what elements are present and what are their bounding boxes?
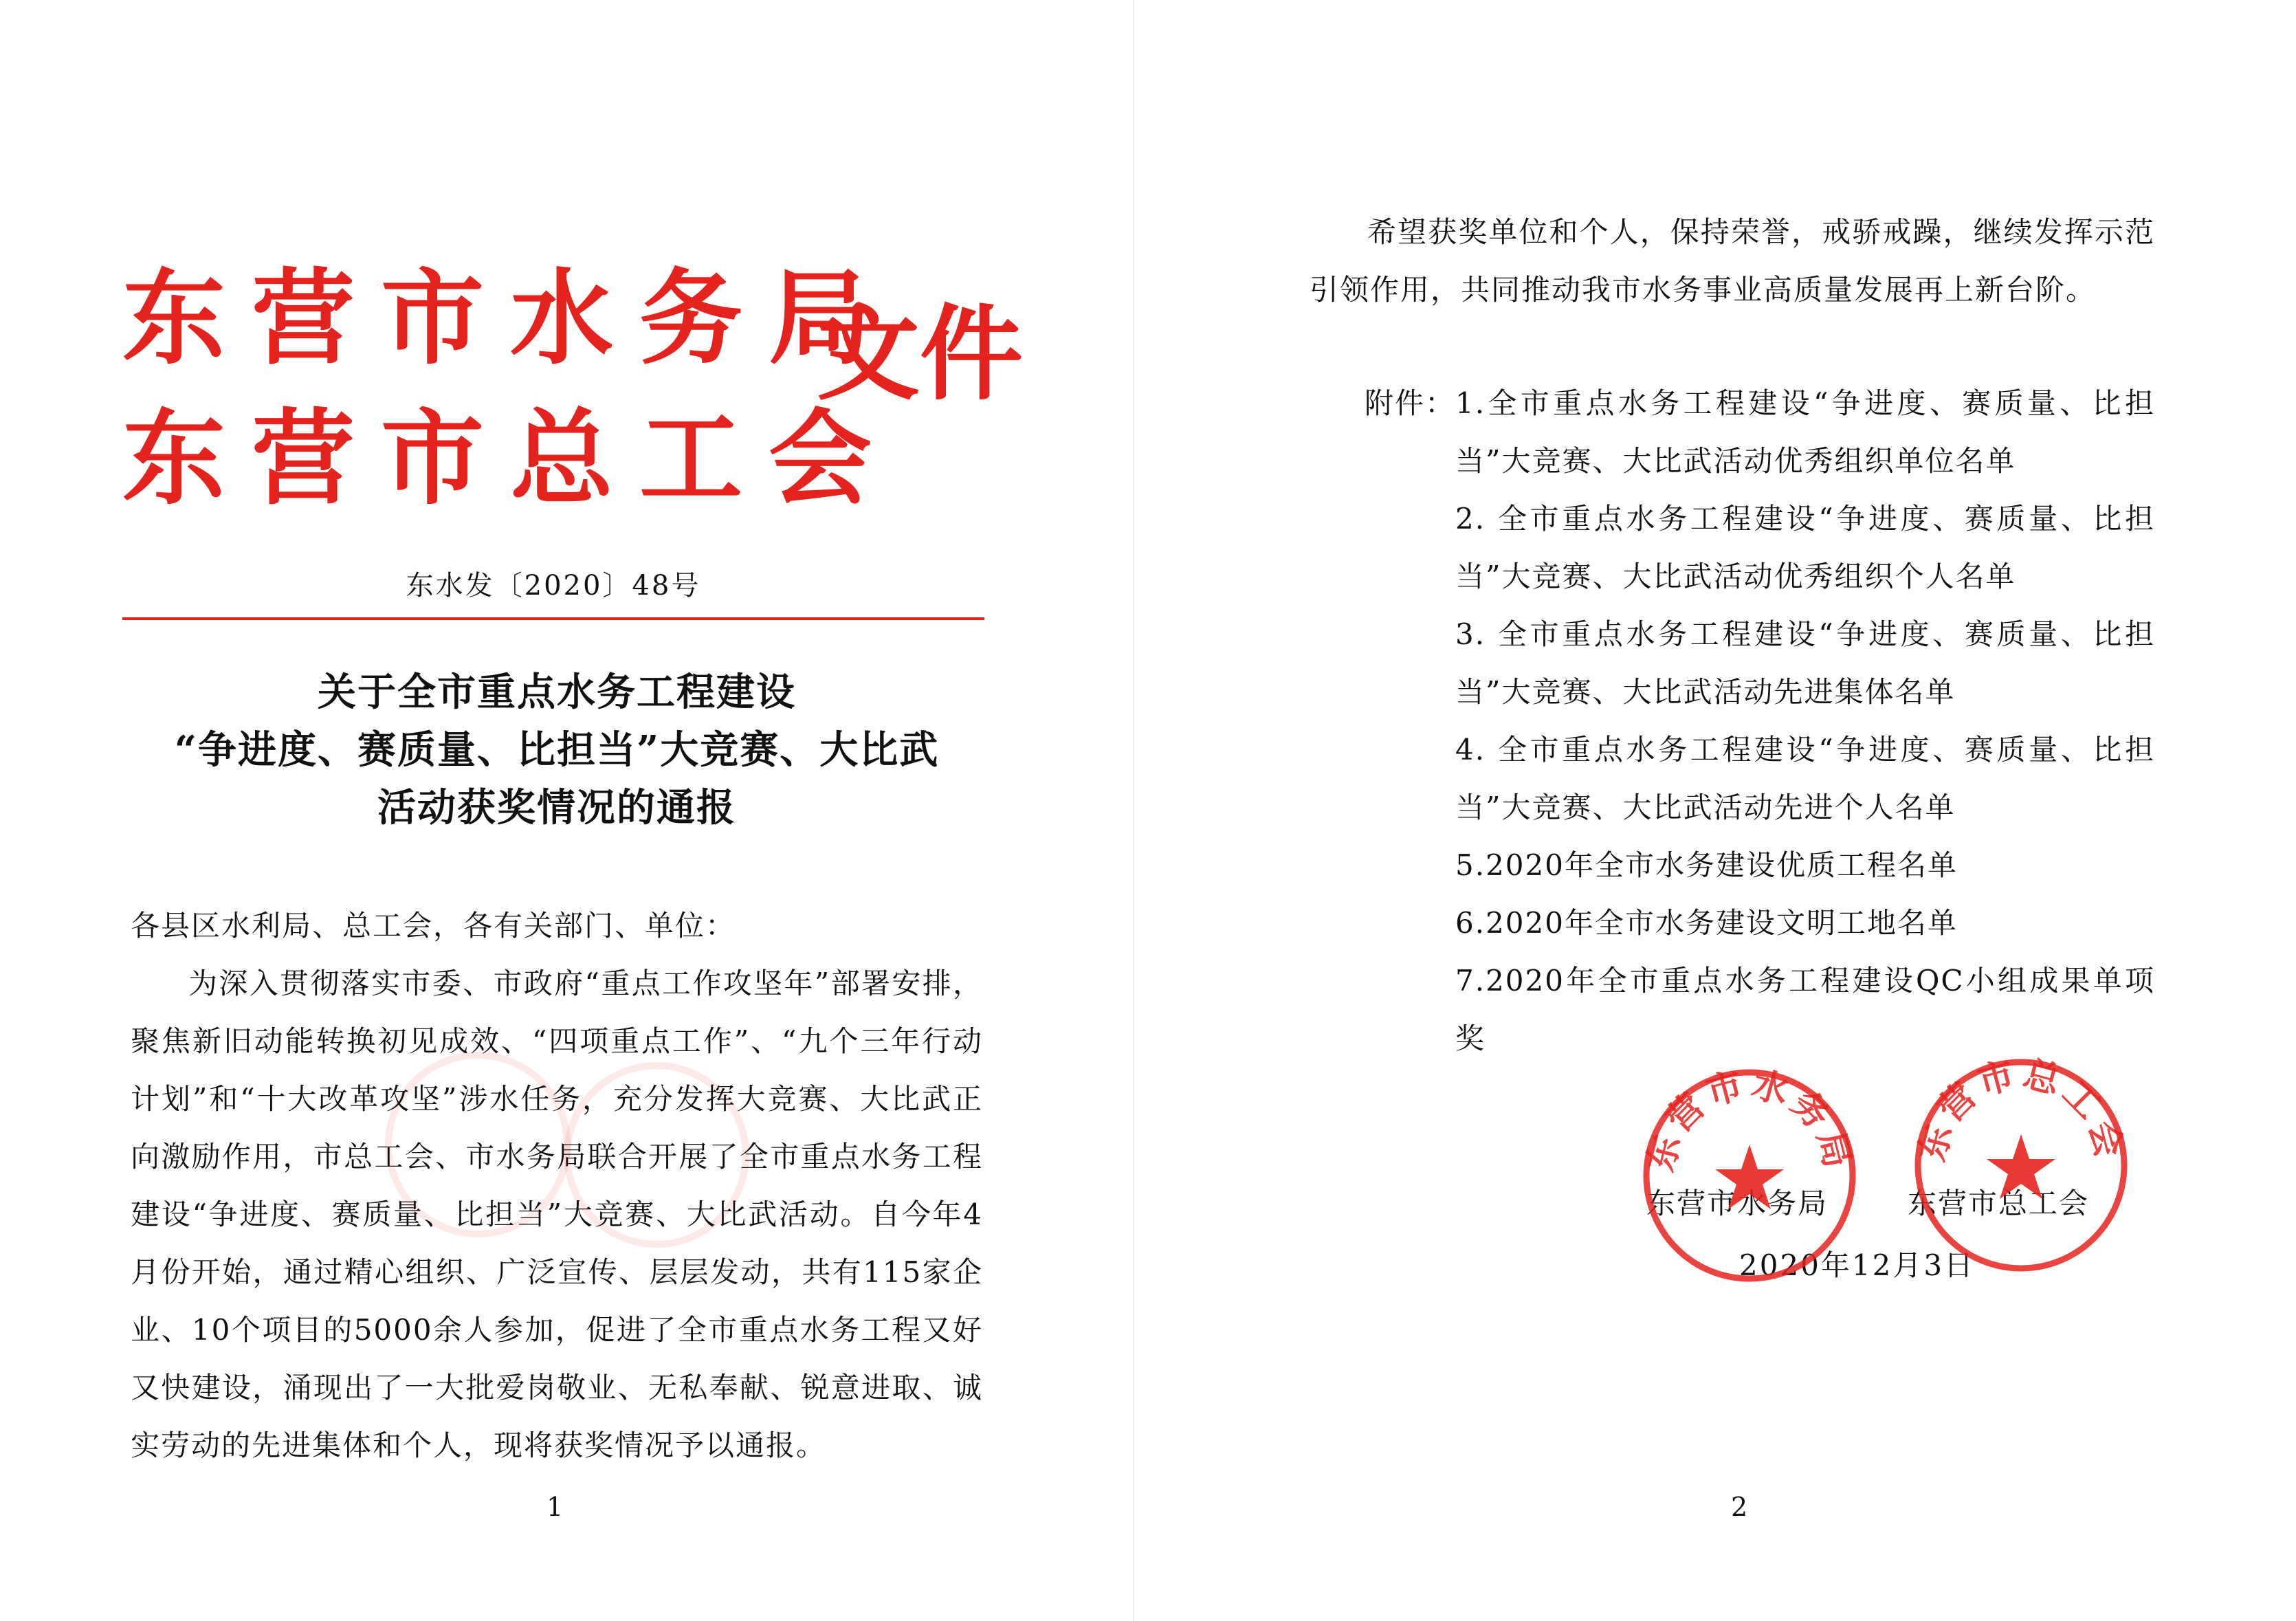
body-paragraph: 为深入贯彻落实市委、市政府“重点工作攻坚年”部署安排，聚焦新旧动能转换初见成效、“四项重点工作”、“九个三年行动计划”和“十大改革攻坚”涉水任务，充分发挥大竞赛、大比武正向激励作用，市总工会、市水务局联合开展了全市重点水务工程建设“争进度、赛质量、比担当”大竞赛、大比武活动。自今年4月份开始，通过精心组织、广泛宣传、层层发动，共有115家企业、10个项目的5000余人参加，促进了全市重点水务工程又好又快建设，涌现出了一大批爱岗敬业、无私奉献、锐意进取、诚实劳动的先进集体和个人，现将获奖情况予以通报。: [131, 967, 983, 1462]
list-item: [1365, 490, 2155, 606]
list-item: [1365, 375, 2155, 490]
seal-text: 东营市总工会: [1910, 1052, 2132, 1166]
red-divider-line: [122, 617, 984, 620]
list-item: [1365, 721, 2155, 837]
document-number: 东水发〔2020〕48号: [406, 570, 701, 602]
salutation: 各县区水利局、总工会，各有关部门、单位：: [131, 909, 736, 942]
attachment-item-6: 6.2020年全市水务建设文明工地名单: [1455, 906, 1958, 940]
attachment-item-7: 7.2020年全市重点水务工程建设QC小组成果单项奖: [1455, 964, 2155, 1055]
list-item: [1365, 606, 2155, 721]
attachment-item-5: 5.2020年全市水务建设优质工程名单: [1455, 848, 1958, 882]
attachments-list: [1365, 375, 2155, 1068]
trade-union-seal-icon: [1908, 1052, 2134, 1279]
signer-water-bureau: 东营市水务局: [1646, 1187, 1829, 1220]
list-item: [1365, 894, 2155, 952]
signature-date: 2020年12月3日: [1739, 1248, 1976, 1282]
closing-paragraph: 希望获奖单位和个人，保持荣誉，戒骄戒躁，继续发挥示范引领作用，共同推动我市水务事业高质量发展再上新台阶。: [1310, 215, 2155, 307]
list-item: [1365, 837, 2155, 894]
issuer-line-1: 东营市水务局: [122, 258, 898, 379]
attachments-label: 附件：: [1365, 386, 1456, 420]
page-1: [0, 0, 1134, 1621]
attachment-item-4: 4. 全市重点水务工程建设“争进度、赛质量、比担当”大竞赛、大比武活动先进个人名单: [1455, 733, 2155, 824]
attachment-item-2: 2. 全市重点水务工程建设“争进度、赛质量、比担当”大竞赛、大比武活动优秀组织个人名单: [1455, 502, 2155, 593]
signer-trade-union: 东营市总工会: [1908, 1187, 2090, 1220]
seal-text: 东营市水务局: [1639, 1063, 1860, 1176]
list-item: [1365, 952, 2155, 1068]
title-line-2: “争进度、赛质量、比担当”大竞赛、大比武: [174, 727, 940, 773]
water-bureau-seal-icon: [1636, 1062, 1863, 1289]
title-line-3: 活动获奖情况的通报: [377, 785, 736, 830]
page-number: 2: [1731, 1492, 1748, 1522]
document-title: [103, 663, 1011, 837]
attachment-item-3: 3. 全市重点水务工程建设“争进度、赛质量、比担当”大竞赛、大比武活动先进集体名单: [1455, 617, 2155, 709]
attachment-item-1: 1.全市重点水务工程建设“争进度、赛质量、比担当”大竞赛、大比武活动优秀组织单位名单: [1455, 386, 2155, 478]
issuer-line-2: 东营市总工会: [122, 398, 898, 519]
page-number: 1: [547, 1492, 564, 1522]
title-line-1: 关于全市重点水务工程建设: [318, 670, 796, 715]
issuer-suffix: 文件: [817, 294, 1024, 415]
